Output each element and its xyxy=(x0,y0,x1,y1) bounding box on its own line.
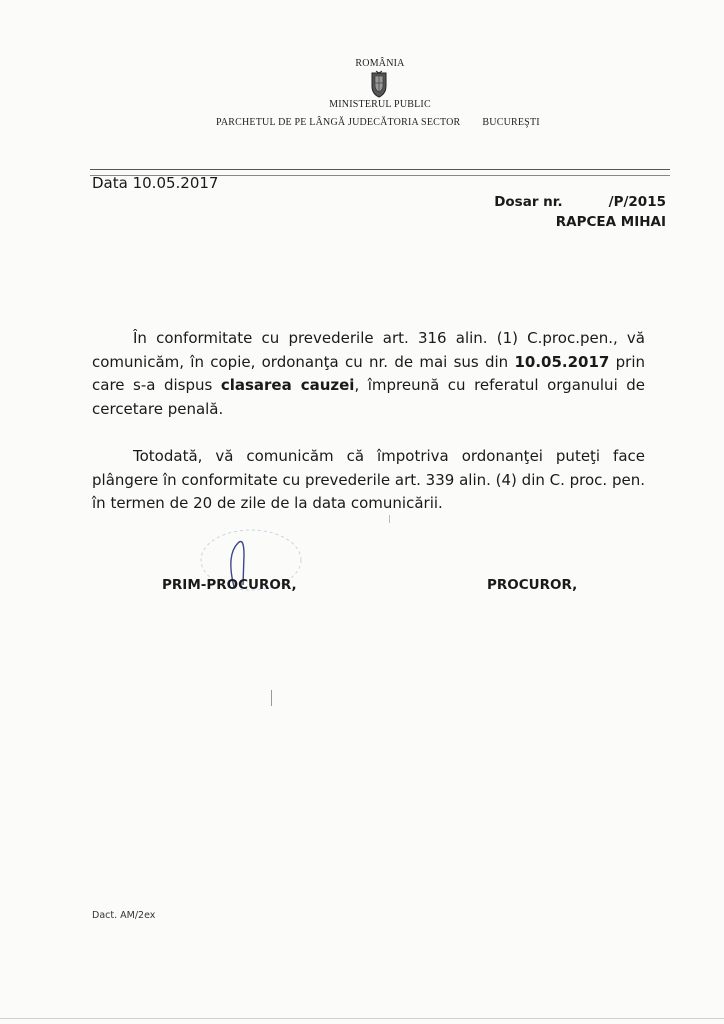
paragraph-2 xyxy=(92,445,645,516)
decision-phrase: clasarea cauzei xyxy=(220,376,355,394)
signature-prim-procuror: PRIM-PROCUROR, xyxy=(162,577,297,593)
case-number: /P/2015 xyxy=(608,194,666,210)
case-label: Dosar nr. xyxy=(494,194,563,210)
paragraph-1-text-c: , împreună cu referatul organului de cercetare penală. xyxy=(92,376,646,418)
header-country: ROMÂNIA xyxy=(355,58,405,69)
document-date: Data 10.05.2017 xyxy=(92,174,219,192)
addressee-name: RAPCEA MIHAI xyxy=(555,214,666,230)
case-info xyxy=(494,192,666,232)
paragraph-1-text-b: prin care s-a dispus xyxy=(92,352,645,394)
header-office-city: BUCUREŞTI xyxy=(482,117,540,128)
margin-mark xyxy=(271,690,272,706)
coat-of-arms-icon xyxy=(368,70,390,98)
paragraph-2-text: Totodată, vă comunicăm că împotriva ordonanţei puteţi face plângere în conformitate cu prevederile art. 339 alin. (4) din C. proc. pen. în termen de 20 de zile de la data comunicării. xyxy=(92,447,645,512)
page-edge xyxy=(0,1018,724,1019)
paragraph-1-text-a: În conformitate cu prevederile art. 316 alin. (1) C.proc.pen., vă comunicăm, în copie, ordonanţa cu nr. de mai sus din xyxy=(92,329,645,371)
header-office-name: PARCHETUL DE PE LÂNGĂ JUDECĂTORIA SECTOR xyxy=(216,117,461,128)
typist-reference: Dact. AM/2ex xyxy=(92,910,156,921)
header-divider xyxy=(90,169,670,170)
ordinance-date: 10.05.2017 xyxy=(514,352,610,371)
header-office xyxy=(216,117,540,128)
margin-mark-small xyxy=(389,515,390,523)
signature-procuror: PROCUROR, xyxy=(487,577,578,593)
header-ministry: MINISTERUL PUBLIC xyxy=(329,99,431,110)
paragraph-1 xyxy=(92,327,645,421)
